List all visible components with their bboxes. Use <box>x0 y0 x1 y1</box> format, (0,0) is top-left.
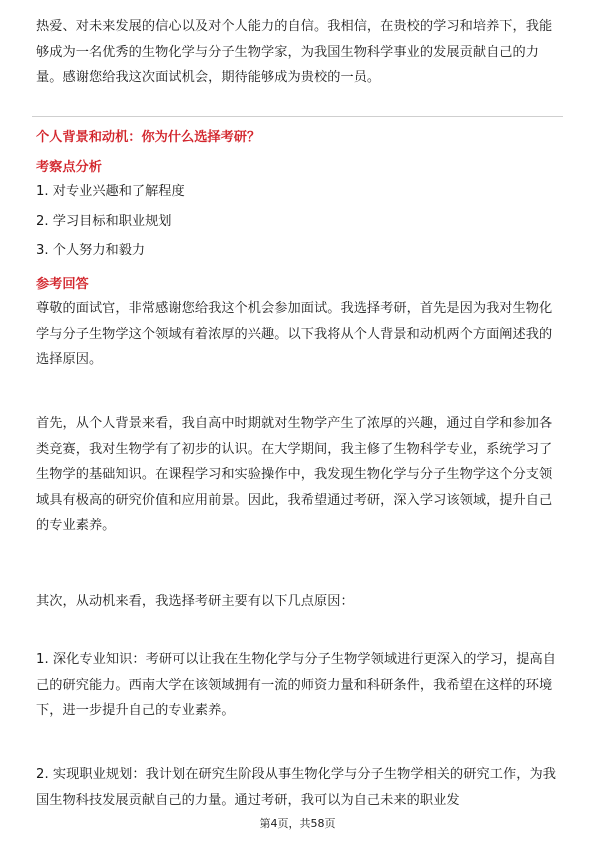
page-number: 第4页，共58页 <box>259 817 336 830</box>
answer-paragraph: 1. 深化专业知识：考研可以让我在生物化学与分子生物学领域进行更深入的学习，提高自己的研究能力。西南大学在该领域拥有一流的师资力量和科研条件，我希望在这样的环境下，进一步提升自己的专业素养。 <box>36 652 556 719</box>
answer-paragraph: 首先，从个人背景来看，我自高中时期就对生物学产生了浓厚的兴趣，通过自学和参加各类竞赛，我对生物学有了初步的认识。在大学期间，我主修了生物科学专业，系统学习了生物学的基础知识。在课程学习和实验操作中，我发现生物化学与分子生物学这个分支领域具有极高的研究价值和应用前景。因此，我希望通过考研，深入学习该领域，提升自己的专业素养。 <box>36 416 553 534</box>
intro-paragraph: 热爱、对未来发展的信心以及对个人能力的自信。我相信，在贵校的学习和培养下，我能够成为一名优秀的生物化学与分子生物学家，为我国生物科学事业的发展贡献自己的力量。感谢您给我这次面试机会，期待能够成为贵校的一员。 <box>36 19 553 86</box>
question-title: 个人背景和动机：你为什么选择考研？ <box>36 130 261 145</box>
analysis-item: 1. 对专业兴趣和了解程度 <box>36 184 185 199</box>
answer-paragraph: 2. 实现职业规划：我计划在研究生阶段从事生物化学与分子生物学相关的研究工作，为我国生物科技发展贡献自己的力量。通过考研，我可以为自己未来的职业发 <box>36 767 556 808</box>
answer-heading: 参考回答 <box>36 277 89 292</box>
analysis-heading: 考察点分析 <box>36 160 102 175</box>
analysis-item: 2. 学习目标和职业规划 <box>36 214 172 229</box>
answer-paragraph: 尊敬的面试官，非常感谢您给我这个机会参加面试。我选择考研，首先是因为我对生物化学与分子生物学这个领域有着浓厚的兴趣。以下我将从个人背景和动机两个方面阐述我的选择原因。 <box>36 301 553 368</box>
answer-paragraph: 其次，从动机来看，我选择考研主要有以下几点原因： <box>36 594 354 609</box>
section-divider <box>32 116 563 117</box>
analysis-item: 3. 个人努力和毅力 <box>36 243 146 258</box>
